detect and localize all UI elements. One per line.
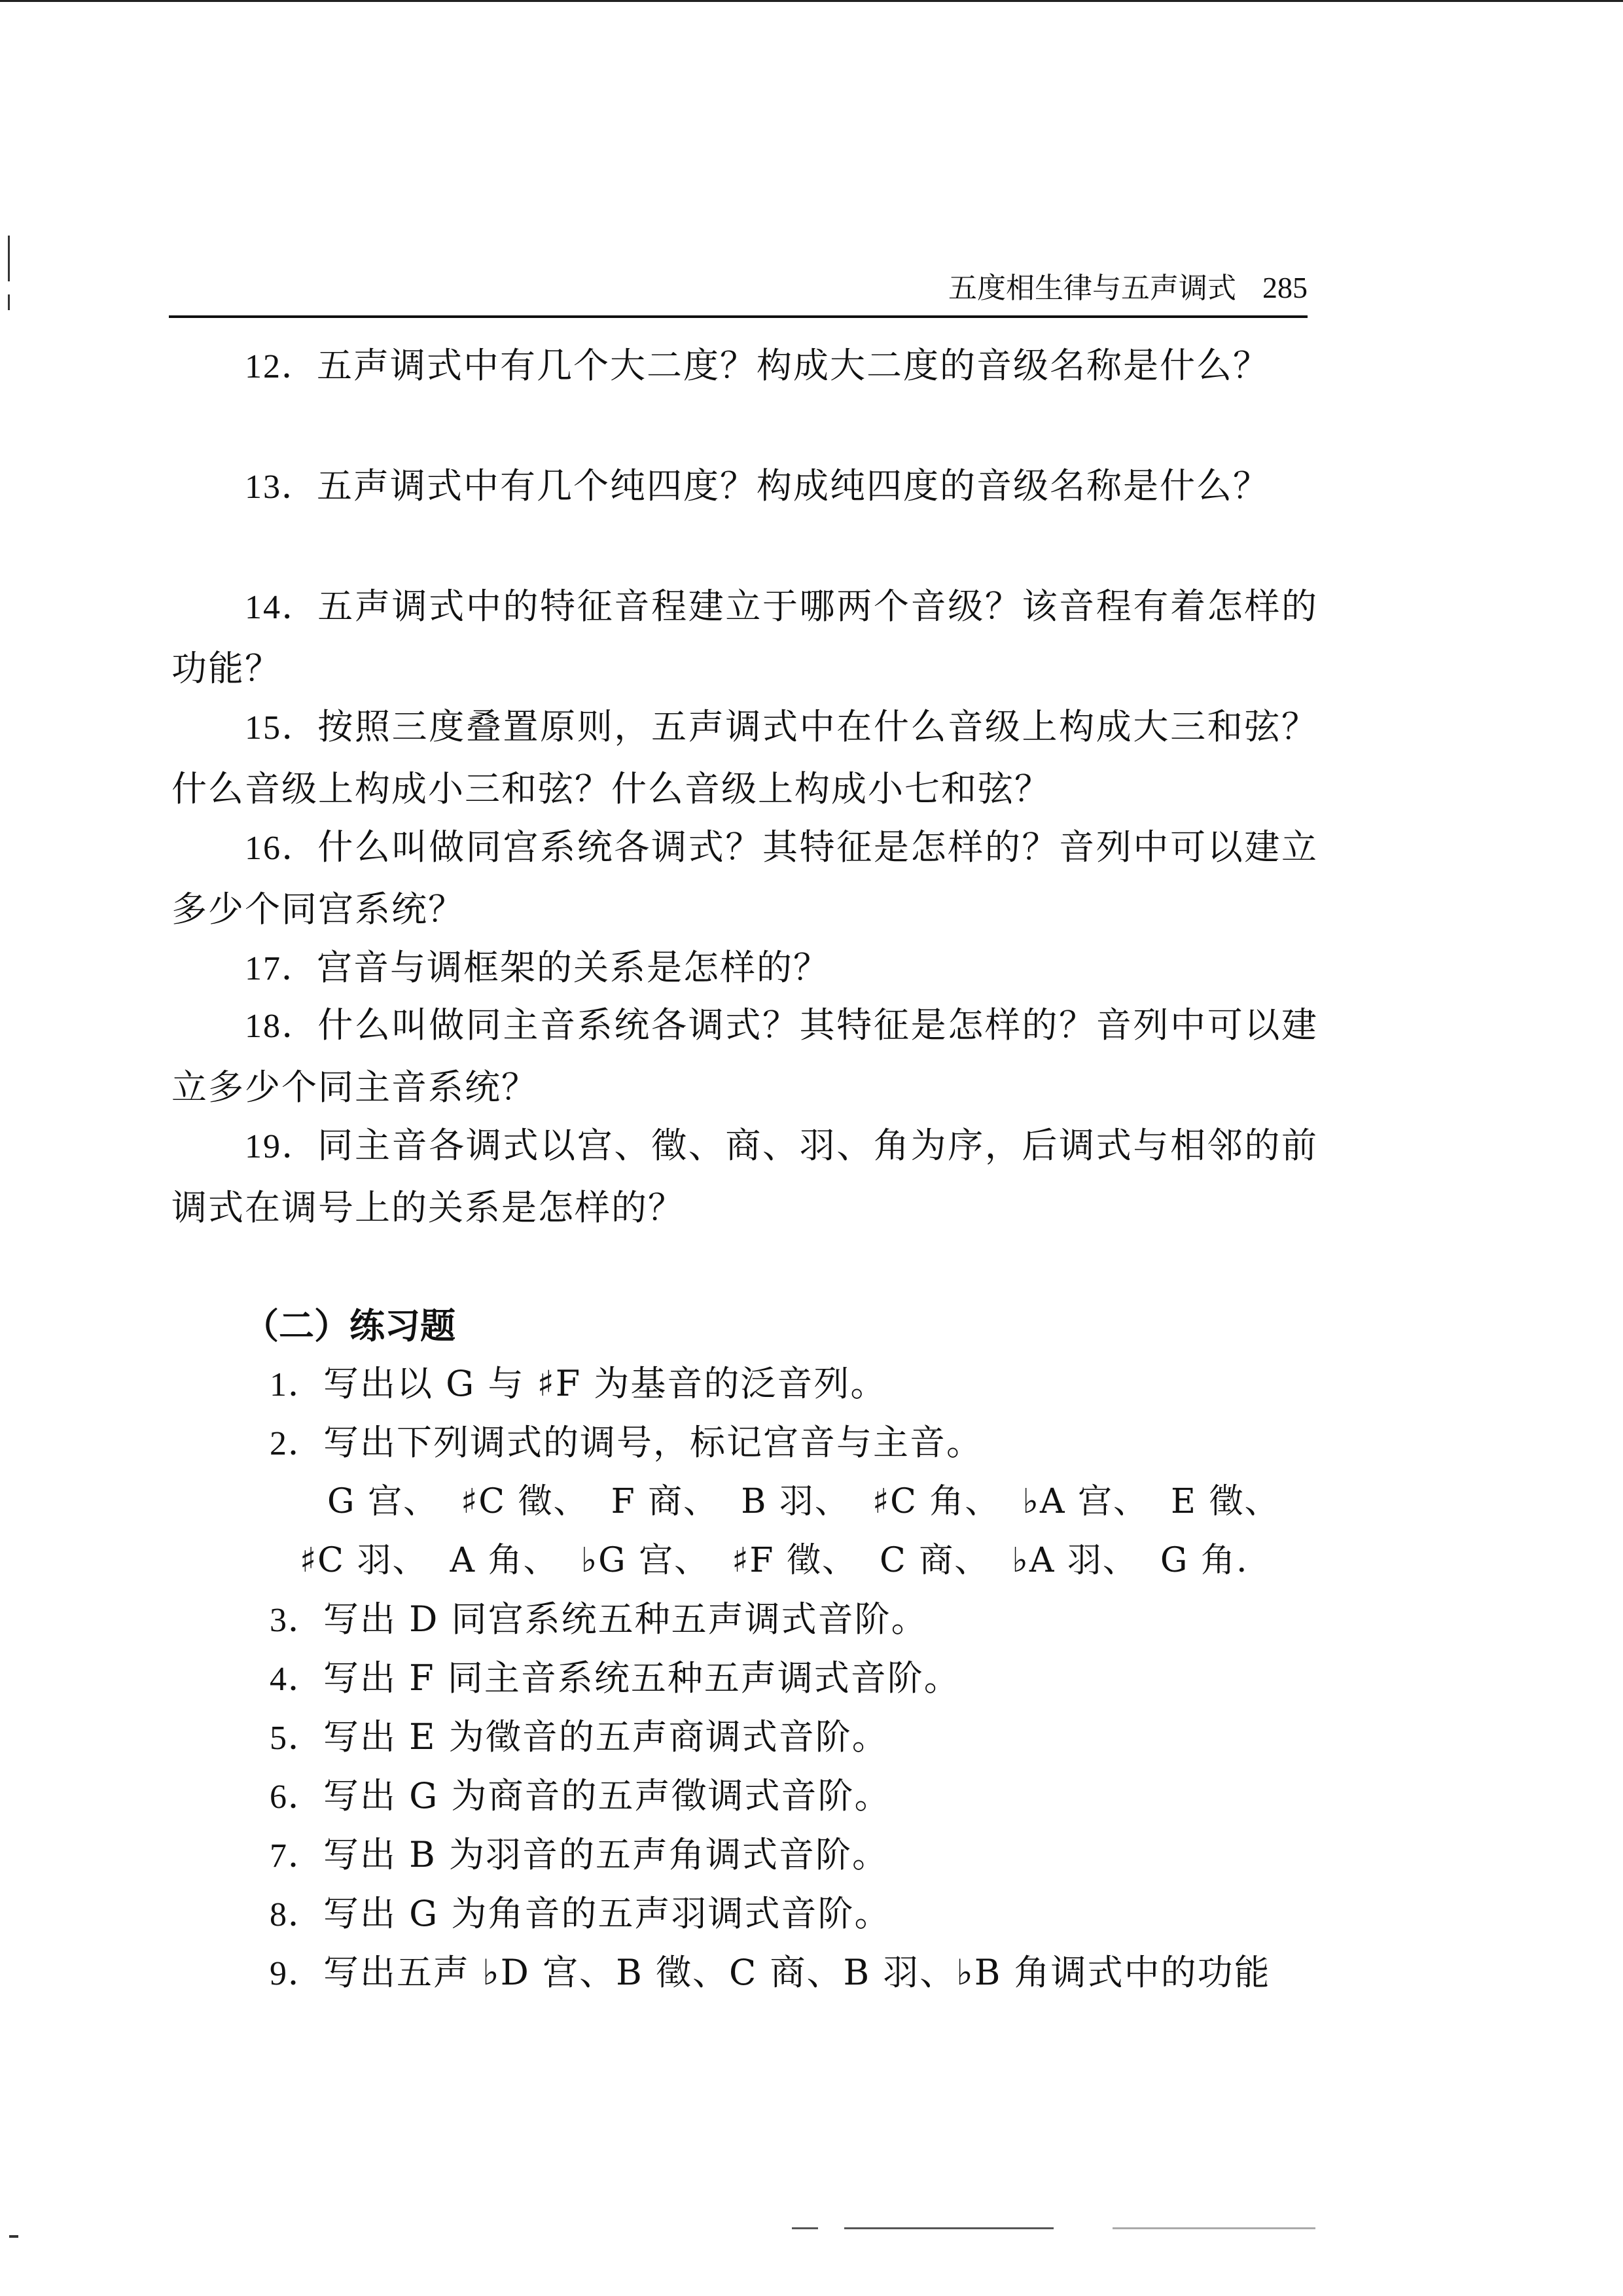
modes-row-1 <box>327 1472 1302 1531</box>
exercise-text: 写出 D 同宫系统五种五声调式音阶。 <box>323 1598 928 1640</box>
question-text: 五声调式中有几个纯四度？构成纯四度的音级名称是什么？ <box>317 465 1270 506</box>
exercise-1 <box>270 1354 887 1415</box>
question-number: 15． <box>245 709 318 747</box>
scan-mark <box>8 294 10 310</box>
exercise-text: 写出 G 为角音的五声羽调式音阶。 <box>323 1893 891 1934</box>
exercise-9 <box>270 1943 1271 2004</box>
page-number: 285 <box>1262 271 1308 304</box>
scan-top-edge <box>0 0 1623 2</box>
question-12 <box>171 335 1318 397</box>
exercise-3 <box>270 1590 928 1650</box>
scan-dash <box>1113 2227 1315 2229</box>
mode-item: F 商、 <box>611 1482 719 1521</box>
exercise-4 <box>270 1649 961 1709</box>
exercise-text: 写出 G 为商音的五声徵调式音阶。 <box>323 1775 891 1816</box>
exercise-number: 2． <box>270 1425 324 1462</box>
question-16 <box>171 817 1318 940</box>
exercise-text: 写出五声 ♭D 宫、B 徵、C 商、B 羽、♭B 角调式中的功能 <box>323 1952 1271 1993</box>
exercise-5 <box>270 1708 889 1768</box>
mode-item: ♯F 徵、 <box>732 1541 857 1580</box>
question-text: 什么叫做同宫系统各调式？其特征是怎样的？音列中可以建立多少个同宫系统？ <box>171 826 1318 930</box>
exercise-2 <box>270 1413 983 1474</box>
header-text <box>948 262 1308 315</box>
mode-item: ♯C 徵、 <box>461 1482 589 1521</box>
scan-mark <box>8 236 10 281</box>
exercise-text: 写出以 G 与 ♯F 为基音的泛音列。 <box>323 1363 887 1404</box>
mode-item: ♭A 羽、 <box>1012 1541 1138 1580</box>
exercise-number: 7． <box>270 1837 324 1875</box>
running-header <box>169 262 1308 314</box>
scan-dash <box>844 2227 1054 2229</box>
question-text: 五声调式中的特征音程建立于哪两个音级？该音程有着怎样的功能？ <box>171 586 1318 689</box>
question-number: 17． <box>245 950 317 987</box>
question-17 <box>171 937 1318 999</box>
question-text: 宫音与调框架的关系是怎样的？ <box>317 947 830 988</box>
question-text: 什么叫做同主音系统各调式？其特征是怎样的？音列中可以建立多少个同主音系统？ <box>171 1004 1318 1108</box>
question-19 <box>171 1115 1318 1238</box>
question-number: 12． <box>245 348 317 385</box>
exercise-7 <box>270 1826 889 1886</box>
question-13 <box>171 455 1318 518</box>
question-text: 按照三度叠置原则，五声调式中在什么音级上构成大三和弦？什么音级上构成小三和弦？什么音级上构成小七和弦？ <box>171 706 1318 809</box>
exercise-number: 4． <box>270 1661 324 1698</box>
header-rule <box>169 315 1308 318</box>
modes-row-2 <box>300 1531 1271 1590</box>
exercise-text: 写出 B 为羽音的五声角调式音阶。 <box>323 1834 889 1875</box>
scan-dash <box>792 2227 818 2229</box>
scan-mark <box>9 2235 18 2238</box>
mode-item: ♭G 宫、 <box>580 1541 710 1580</box>
question-14 <box>171 576 1318 699</box>
exercise-number: 6． <box>270 1778 324 1816</box>
exercise-text: 写出 E 为徵音的五声商调式音阶。 <box>323 1716 889 1757</box>
exercises-heading: （二）练习题 <box>243 1305 455 1347</box>
question-number: 18． <box>245 1008 318 1045</box>
question-number: 13． <box>245 468 317 506</box>
question-number: 16． <box>245 830 318 867</box>
exercise-8 <box>270 1884 891 1945</box>
exercise-number: 9． <box>270 1955 324 1992</box>
mode-item: B 羽、 <box>741 1482 850 1521</box>
question-18 <box>171 995 1318 1118</box>
exercise-6 <box>270 1767 891 1827</box>
exercise-text: 写出下列调式的调号，标记宫音与主音。 <box>323 1422 984 1463</box>
question-text: 同主音各调式以宫、徵、商、羽、角为序，后调式与相邻的前调式在调号上的关系是怎样的？ <box>171 1125 1318 1228</box>
question-15 <box>171 696 1318 819</box>
mode-item: A 角、 <box>450 1541 559 1580</box>
exercise-number: 3． <box>270 1602 324 1639</box>
mode-item: E 徵、 <box>1171 1482 1280 1521</box>
mode-item: G 角. <box>1160 1541 1249 1580</box>
mode-item: C 商、 <box>879 1541 990 1580</box>
exercise-text: 写出 F 同主音系统五种五声调式音阶。 <box>323 1657 961 1699</box>
mode-item: ♯C 羽、 <box>300 1541 428 1580</box>
exercise-number: 1． <box>270 1366 324 1404</box>
question-number: 19． <box>245 1128 318 1165</box>
mode-item: ♭A 宫、 <box>1022 1482 1149 1521</box>
question-number: 14． <box>245 589 318 626</box>
header-title: 五度相生律与五声调式 <box>948 272 1236 305</box>
question-text: 五声调式中有几个大二度？构成大二度的音级名称是什么？ <box>317 345 1270 386</box>
exercise-number: 5． <box>270 1720 324 1757</box>
mode-item: ♯C 角、 <box>872 1482 1001 1521</box>
exercise-number: 8． <box>270 1896 324 1934</box>
mode-item: G 宫、 <box>327 1482 439 1521</box>
